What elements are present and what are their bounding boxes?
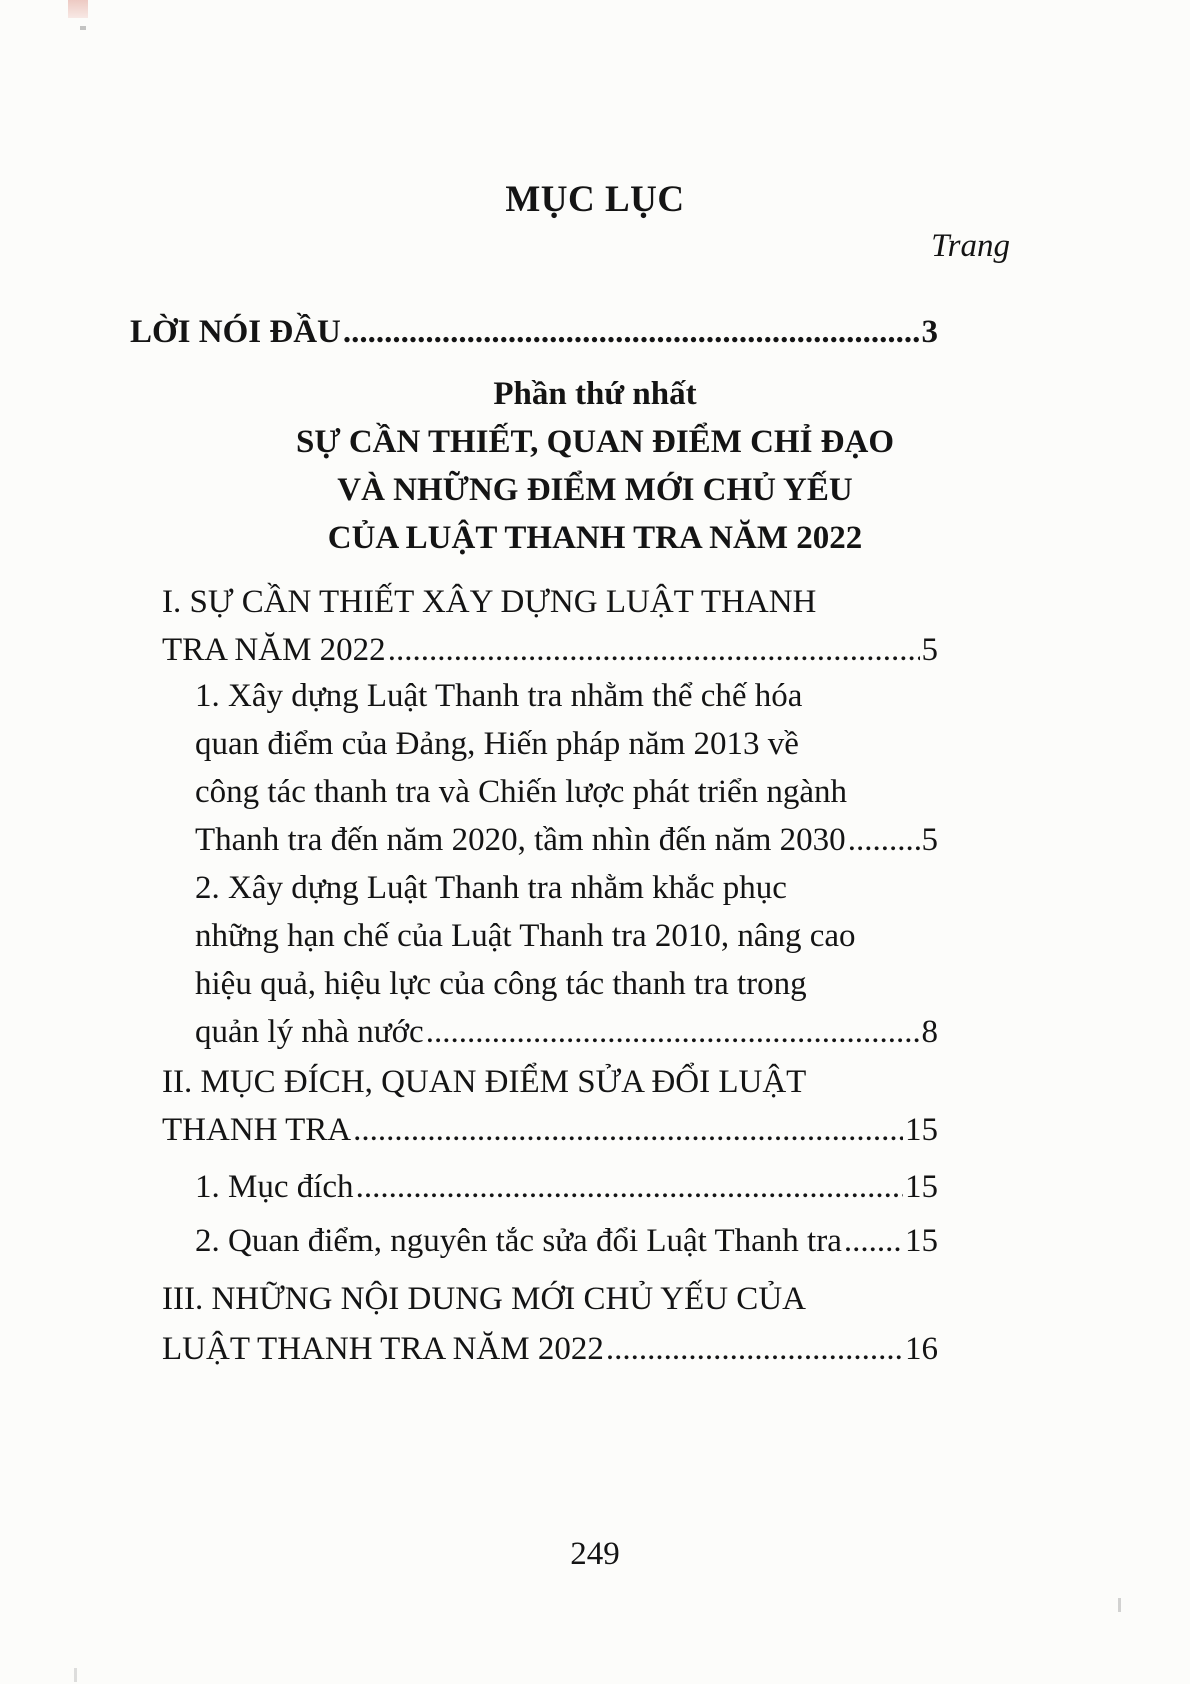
- toc-entry-page: 5: [921, 822, 938, 858]
- toc-entry-line: những hạn chế của Luật Thanh tra 2010, nâng cao: [195, 918, 856, 954]
- dot-leader: [343, 314, 920, 350]
- toc-entry-section-2-2[interactable]: [195, 1217, 938, 1265]
- toc-entry-page: 16: [905, 1331, 938, 1367]
- toc-entry-line: II. MỤC ĐÍCH, QUAN ĐIỂM SỬA ĐỔI LUẬT: [162, 1064, 807, 1100]
- part-heading: Phần thứ nhất: [493, 376, 697, 412]
- dot-leader: [356, 1163, 903, 1211]
- page-title: MỤC LỤC: [505, 179, 685, 220]
- dot-leader: [353, 1106, 903, 1154]
- toc-entry-section-1[interactable]: [162, 578, 938, 674]
- toc-entry-line: hiệu quả, hiệu lực của công tác thanh tra trong: [195, 966, 807, 1002]
- page-number: 249: [570, 1536, 620, 1572]
- part-subtitle-line: CỦA LUẬT THANH TRA NĂM 2022: [327, 520, 863, 556]
- scan-artifact: [74, 1668, 77, 1682]
- toc-entry-preface[interactable]: [130, 314, 938, 350]
- scan-artifact: [68, 0, 88, 18]
- dot-leader: [426, 1008, 920, 1056]
- dot-leader: [844, 1217, 903, 1265]
- dot-leader: [606, 1324, 903, 1374]
- toc-entry-line: III. NHỮNG NỘI DUNG MỚI CHỦ YẾU CỦA: [162, 1281, 806, 1317]
- toc-entry-line: quản lý nhà nước: [195, 1014, 424, 1050]
- toc-entry-line: I. SỰ CẦN THIẾT XÂY DỰNG LUẬT THANH: [162, 584, 817, 620]
- part-subtitle-line: SỰ CẦN THIẾT, QUAN ĐIỂM CHỈ ĐẠO: [295, 424, 895, 460]
- toc-entry-page: 15: [905, 1223, 938, 1259]
- toc-entry-page: 8: [921, 1014, 938, 1050]
- toc-entry-line: quan điểm của Đảng, Hiến pháp năm 2013 về: [195, 726, 799, 762]
- toc-entry-section-2-1[interactable]: [195, 1163, 938, 1211]
- toc-entry-section-3[interactable]: [162, 1274, 938, 1374]
- toc-entry-page: 3: [921, 314, 938, 350]
- toc-entry-line: THANH TRA: [162, 1112, 352, 1148]
- toc-entry-line: 1. Xây dựng Luật Thanh tra nhằm thể chế hóa: [195, 678, 803, 714]
- dot-leader: [388, 626, 920, 674]
- page-column-label: Trang: [931, 228, 1010, 264]
- toc-entry-section-2[interactable]: [162, 1058, 938, 1154]
- dot-leader: [848, 816, 920, 864]
- toc-entry-label: 1. Mục đích: [195, 1169, 354, 1205]
- toc-entry-page: 15: [905, 1112, 938, 1148]
- toc-entry-line: công tác thanh tra và Chiến lược phát triển ngành: [195, 774, 848, 810]
- toc-entry-label: 2. Quan điểm, nguyên tắc sửa đổi Luật Thanh tra: [195, 1223, 842, 1259]
- toc-entry-section-1-1[interactable]: [195, 672, 938, 864]
- scan-artifact: [1118, 1598, 1121, 1612]
- toc-entry-section-1-2[interactable]: [195, 864, 938, 1056]
- part-subtitle-line: VÀ NHỮNG ĐIỂM MỚI CHỦ YẾU: [337, 472, 853, 508]
- toc-entry-line: TRA NĂM 2022: [162, 632, 386, 668]
- toc-entry-page: 15: [905, 1169, 938, 1205]
- scan-artifact: [80, 26, 86, 30]
- part-heading-block: [0, 370, 1190, 562]
- toc-entry-label: LỜI NÓI ĐẦU: [130, 314, 341, 350]
- toc-entry-line: Thanh tra đến năm 2020, tầm nhìn đến năm 2030: [195, 822, 846, 858]
- toc-entry-page: 5: [921, 632, 938, 668]
- toc-entry-line: 2. Xây dựng Luật Thanh tra nhằm khắc phục: [195, 870, 787, 906]
- toc-entry-line: LUẬT THANH TRA NĂM 2022: [162, 1331, 604, 1367]
